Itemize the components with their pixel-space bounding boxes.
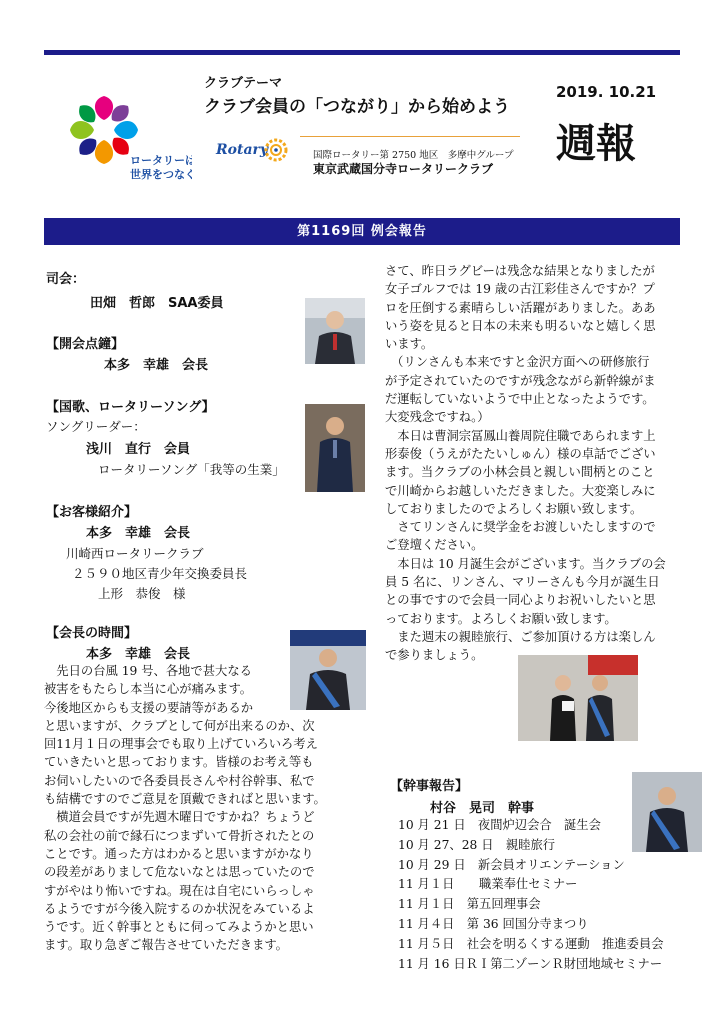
schedule-item: 11 月４日 第 36 回国分寺まつり — [398, 916, 589, 931]
speech-line: と思いますが、クラブとして何が出来るのか、次 — [44, 718, 315, 733]
logo-text-2: 世界をつなぐ — [130, 168, 192, 181]
top-rule — [44, 50, 680, 55]
speech-line: お伺いしたいので各委員長さんや村谷幹事、私で — [44, 773, 315, 788]
speech-line: います。 — [385, 337, 434, 352]
speech-line: ていきたいと思っております。皆様のお考え等も — [44, 755, 314, 770]
speech-line: 本日は曹洞宗冨鳳山養周院住職であられます上 — [385, 428, 656, 443]
anthem-heading: 【国歌、ロータリーソング】 — [46, 400, 215, 415]
photo-mc — [305, 298, 365, 364]
logo-text-1: ロータリーは — [130, 154, 192, 167]
speech-line: ことです。通った方はわかると思いますがかなり — [44, 846, 314, 861]
speech-line: だ運転していないようで中止となったようです。 — [385, 392, 655, 407]
schedule-item: 10 月 21 日 夜間炉辺会合 誕生会 — [398, 818, 601, 832]
opening-name: 本多 幸雄 会長 — [104, 358, 209, 373]
schedule-item: 10 月 27、28 日 親睦旅行 — [398, 837, 556, 852]
district-text: 国際ロータリー第 2750 地区 多摩中グループ — [313, 150, 514, 161]
speech-line: も結構ですのでご意見を頂戴できればと思います。 — [44, 792, 326, 807]
speech-line: 女子ゴルフでは 19 歳の古江彩佳さんですか？プ — [385, 282, 655, 297]
continued-speech — [385, 262, 666, 665]
secretary-name: 村谷 晃司 幹事 — [430, 801, 535, 816]
schedule-item: 10 月 29 日 新会員オリエンテーション — [398, 857, 625, 872]
guest-heading: 【お客様紹介】 — [46, 505, 138, 520]
rotary-wordmark: Rotary — [216, 142, 269, 158]
header-divider — [300, 136, 520, 137]
song-leader-name: 浅川 直行 会員 — [86, 442, 191, 457]
theme-label: クラブテーマ — [204, 76, 283, 91]
president-heading: 【会長の時間】 — [46, 626, 138, 641]
schedule-item: 11 月 16 日ＲＩ第二ゾーンＲ財団地域セミナー — [398, 956, 663, 971]
speech-line: さてリンさんに奨学金をお渡しいたしますので — [385, 520, 656, 535]
club-name: 東京武蔵国分寺ロータリークラブ — [313, 162, 494, 176]
meeting-banner: 第1169回 例会報告 — [44, 218, 680, 245]
speech-line: っております。よろしくお願い致します。 — [385, 611, 617, 626]
speech-line: 員 5 名に、リンさん、マリーさんも今月が誕生日 — [385, 575, 660, 590]
mc-heading: 司会： — [46, 272, 86, 287]
song-title: ロータリーソング「我等の生業」 — [98, 462, 285, 477]
speech-line: との事ですので会員一同心よりお祝いしたいと思 — [385, 593, 656, 608]
schedule-item: 11 月１日 第五回理事会 — [398, 897, 541, 912]
speech-line: で川崎からお越しいただきました。大変楽しみに — [385, 483, 656, 498]
rotary-wheel-icon — [264, 138, 288, 162]
mc-name: 田畑 哲郎 SAA委員 — [90, 296, 224, 311]
president-speech — [44, 662, 326, 955]
guest-name: 上形 恭俊 様 — [98, 586, 186, 601]
speech-line: 形泰俊（うえがたたいしゅん）様の卓話でござい — [385, 446, 656, 461]
speech-line: 大変残念ですね。） — [385, 410, 490, 425]
photo-scholarship — [518, 655, 638, 741]
speech-line: で参りましょう。 — [385, 648, 484, 663]
speech-line: しておりましたのでよろしくお願い致します。 — [385, 501, 643, 516]
speech-line: ロを圧倒する素晴らしい活躍がありました。ああ — [385, 300, 656, 315]
guest-role: ２５９０地区青少年交換委員長 — [72, 566, 248, 581]
schedule-list — [398, 816, 664, 974]
speech-line: ご登壇ください。 — [385, 538, 484, 553]
guest-club: 川崎西ロータリークラブ — [66, 546, 204, 561]
speech-line: すがやはり怖いですね。現在は自宅にいらっしゃ — [44, 883, 315, 898]
opening-heading: 【開会点鐘】 — [46, 337, 125, 352]
issue-date: 2019. 10.21 — [556, 83, 657, 101]
speech-line: また週末の親睦旅行、ご参加頂ける方は楽しん — [385, 629, 656, 644]
speech-line: るようですが今後入院するのか状況をみているよ — [44, 901, 315, 916]
speech-line: いう姿を見ると日本の未来も明るいなと嬉しく思 — [385, 318, 656, 333]
speech-line: 今後地区からも支援の要請等があるか — [44, 700, 254, 715]
schedule-item: 11 月５日 社会を明るくする運動 推進委員会 — [398, 936, 664, 951]
guest-intro-name: 本多 幸雄 会長 — [86, 526, 191, 541]
speech-line: 横道会員ですが先週木曜日ですかね？ちょうど — [44, 810, 315, 825]
president-name: 本多 幸雄 会長 — [86, 647, 191, 662]
speech-line: 本日は 10 月誕生会がございます。当クラブの会 — [385, 556, 666, 571]
publication-title: 週報 — [556, 120, 636, 167]
speech-line: が予定されていたのですが残念ながら新幹線がま — [385, 373, 656, 388]
song-leader-label: ソングリーダー： — [46, 419, 146, 434]
secretary-heading: 【幹事報告】 — [390, 779, 469, 794]
speech-line: の段差がありまして危ないなとは思っていたので — [44, 865, 315, 880]
speech-line: ます。当クラブの小林会員と親しい間柄とのこと — [385, 465, 655, 480]
speech-line: （リンさんも本来ですと金沢方面への研修旅行 — [385, 355, 650, 370]
speech-line: うです。近く幹事とともに伺ってみようかと思い — [44, 920, 314, 935]
theme-title: クラブ会員の「つながり」から始めよう — [204, 97, 510, 117]
speech-line: さて、昨日ラグビーは残念な結果となりましたが — [385, 264, 655, 278]
schedule-item: 11 月１日 職業奉仕セミナー — [398, 877, 578, 892]
photo-president — [290, 630, 366, 710]
speech-line: 私の会社の前で縁石につまずいて骨折されたとの — [44, 828, 315, 843]
speech-line: 回11月１日の理事会でも取り上げていろいろ考え — [44, 737, 318, 752]
photo-song-leader — [305, 404, 365, 492]
speech-line: ます。取り急ぎご報告させていただきます。 — [44, 938, 288, 953]
club-logo — [52, 82, 192, 194]
speech-line: 被害をもたらし本当に心が痛みます。 — [44, 682, 253, 697]
speech-line: 先日の台風 19 号、各地で甚大なる — [44, 664, 252, 678]
